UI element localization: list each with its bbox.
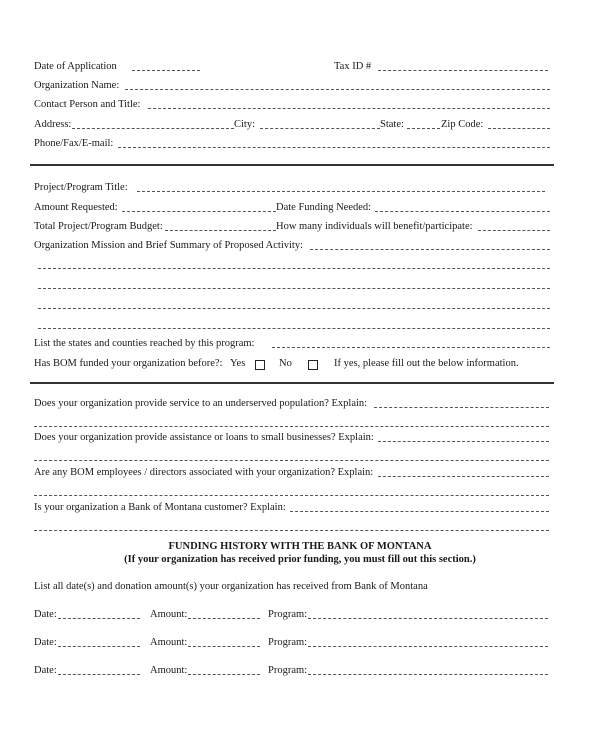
contact-person-label: Contact Person and Title: — [34, 99, 141, 110]
history-date-field[interactable] — [58, 674, 140, 675]
mission-line[interactable] — [38, 268, 550, 269]
history-amount-label: Amount: — [150, 637, 188, 648]
zip-label: Zip Code: — [441, 119, 484, 130]
small-business-question: Does your organization provide assistance or loans to small businesses? Explain: — [34, 432, 374, 443]
date-funding-needed-label: Date Funding Needed: — [276, 202, 372, 213]
mission-line[interactable] — [38, 308, 550, 309]
small-business-answer-line[interactable] — [34, 460, 549, 461]
bom-funded-label: Has BOM funded your organization before?: — [34, 358, 223, 369]
history-program-label: Program: — [268, 609, 308, 620]
mission-label: Organization Mission and Brief Summary of Proposed Activity: — [34, 240, 303, 251]
amount-requested-label: Amount Requested: — [34, 202, 118, 213]
individuals-label: How many individuals will benefit/participate: — [276, 221, 473, 232]
if-yes-note: If yes, please fill out the below information. — [334, 358, 519, 369]
individuals-field[interactable] — [478, 230, 550, 231]
customer-answer-field[interactable] — [290, 511, 549, 512]
underserved-answer-field[interactable] — [374, 407, 549, 408]
phone-fax-email-label: Phone/Fax/E-mail: — [34, 138, 114, 149]
zip-field[interactable] — [488, 128, 550, 129]
no-label: No — [279, 358, 292, 369]
underserved-question: Does your organization provide service to an underserved population? Explain: — [34, 398, 368, 409]
tax-id-field[interactable] — [378, 70, 548, 71]
history-program-field[interactable] — [308, 646, 548, 647]
funding-instruction: List all date(s) and donation amount(s) your organization has received from Bank of Montana — [34, 581, 428, 592]
no-checkbox[interactable] — [308, 360, 318, 370]
states-counties-label: List the states and counties reached by this program: — [34, 338, 255, 349]
yes-label: Yes — [230, 358, 246, 369]
phone-fax-email-field[interactable] — [118, 147, 550, 148]
history-amount-field[interactable] — [188, 618, 260, 619]
address-label: Address: — [34, 119, 72, 130]
total-budget-label: Total Project/Program Budget: — [34, 221, 163, 232]
bom-employees-answer-field[interactable] — [378, 476, 549, 477]
organization-name-field[interactable] — [125, 89, 550, 90]
history-program-field[interactable] — [308, 674, 548, 675]
date-funding-needed-field[interactable] — [375, 211, 550, 212]
city-field[interactable] — [260, 128, 380, 129]
project-title-label: Project/Program Title: — [34, 182, 128, 193]
history-program-field[interactable] — [308, 618, 548, 619]
tax-id-label: Tax ID # — [334, 61, 372, 72]
section-divider — [30, 164, 554, 166]
history-date-field[interactable] — [58, 646, 140, 647]
funding-history-subheading: (If your organization has received prior funding, you must fill out this section.) — [124, 554, 476, 565]
date-of-application-field[interactable] — [132, 70, 200, 71]
date-of-application-label: Date of Application — [34, 61, 117, 72]
underserved-answer-line[interactable] — [34, 426, 549, 427]
history-amount-field[interactable] — [188, 674, 260, 675]
customer-question: Is your organization a Bank of Montana customer? Explain: — [34, 502, 286, 513]
section-divider — [30, 382, 554, 384]
history-amount-label: Amount: — [150, 665, 188, 676]
history-date-label: Date: — [34, 665, 57, 676]
history-program-label: Program: — [268, 665, 308, 676]
history-amount-field[interactable] — [188, 646, 260, 647]
address-field[interactable] — [72, 128, 234, 129]
mission-field[interactable] — [310, 249, 550, 250]
small-business-answer-field[interactable] — [378, 441, 549, 442]
customer-answer-line[interactable] — [34, 530, 549, 531]
contact-person-field[interactable] — [148, 108, 550, 109]
mission-line[interactable] — [38, 328, 550, 329]
project-title-field[interactable] — [137, 191, 545, 192]
state-field[interactable] — [407, 128, 440, 129]
history-date-label: Date: — [34, 609, 57, 620]
bom-employees-question: Are any BOM employees / directors associated with your organization? Explain: — [34, 467, 374, 478]
history-amount-label: Amount: — [150, 609, 188, 620]
funding-history-heading: FUNDING HISTORY WITH THE BANK OF MONTANA — [168, 541, 432, 552]
history-program-label: Program: — [268, 637, 308, 648]
total-budget-field[interactable] — [165, 230, 276, 231]
mission-line[interactable] — [38, 288, 550, 289]
states-counties-field[interactable] — [272, 347, 550, 348]
amount-requested-field[interactable] — [122, 211, 276, 212]
yes-checkbox[interactable] — [255, 360, 265, 370]
history-date-field[interactable] — [58, 618, 140, 619]
organization-name-label: Organization Name: — [34, 80, 120, 91]
city-label: City: — [234, 119, 256, 130]
bom-employees-answer-line[interactable] — [34, 495, 549, 496]
state-label: State: — [380, 119, 404, 130]
history-date-label: Date: — [34, 637, 57, 648]
